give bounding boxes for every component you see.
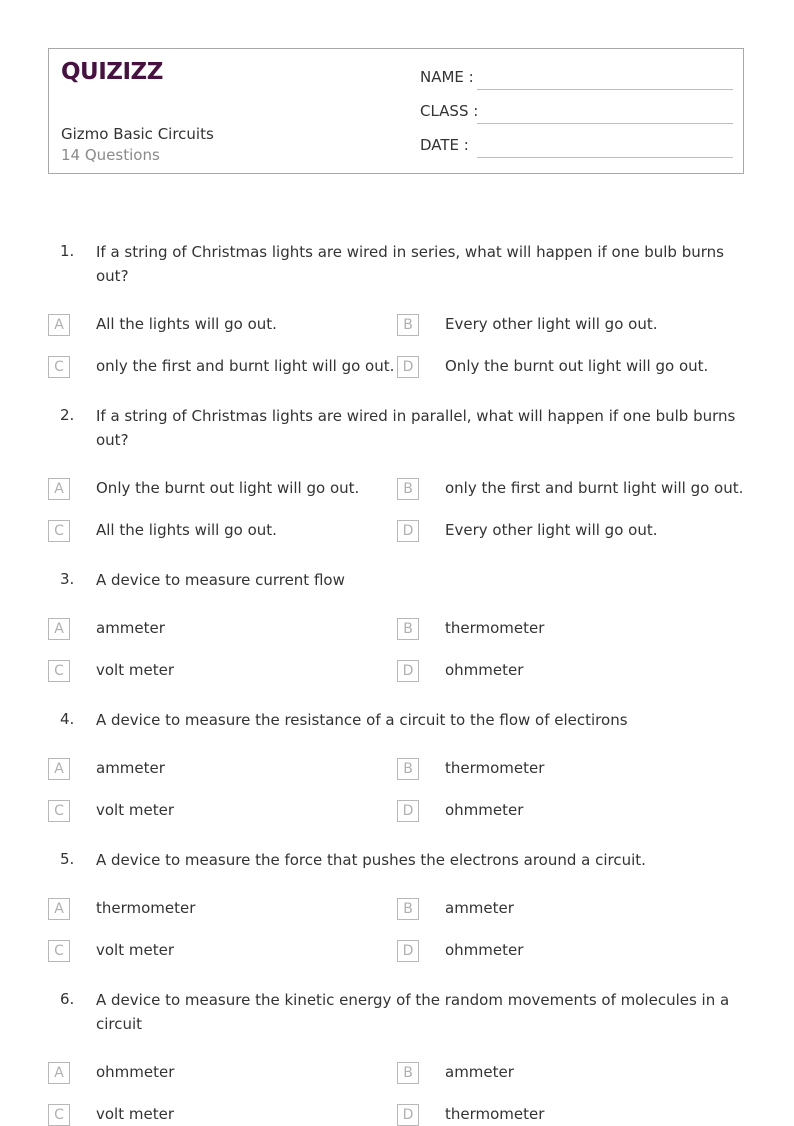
question-number: 3. xyxy=(60,570,75,588)
option-d-text: ohmmeter xyxy=(445,801,524,819)
option-a-text: All the lights will go out. xyxy=(96,315,277,333)
option-c-text: volt meter xyxy=(96,661,174,679)
option-a-text: ohmmeter xyxy=(96,1063,175,1081)
question-text: A device to measure the kinetic energy of the random movements of molecules in a circuit xyxy=(96,991,730,1033)
option-a-text: thermometer xyxy=(96,899,196,917)
name-label: NAME : xyxy=(420,68,474,86)
option-d-box[interactable]: D xyxy=(397,356,419,378)
worksheet-header xyxy=(48,48,744,174)
option-c-box[interactable]: C xyxy=(48,940,70,962)
question-count: 14 Questions xyxy=(61,146,160,164)
quizizz-logo: QUIZIZZ xyxy=(61,59,163,85)
class-line xyxy=(477,123,733,124)
option-d-box[interactable]: D xyxy=(397,660,419,682)
option-d-text: Every other light will go out. xyxy=(445,521,658,539)
option-b-text: Every other light will go out. xyxy=(445,315,658,333)
question-text: A device to measure the force that pushes the electrons around a circuit. xyxy=(96,851,646,869)
option-a-text: ammeter xyxy=(96,759,165,777)
option-d-box[interactable]: D xyxy=(397,520,419,542)
option-b-box[interactable]: B xyxy=(397,758,419,780)
question-number: 4. xyxy=(60,710,75,728)
option-a-box[interactable]: A xyxy=(48,898,70,920)
option-c-box[interactable]: C xyxy=(48,520,70,542)
option-b-box[interactable]: B xyxy=(397,478,419,500)
option-c-text: only the first and burnt light will go out. xyxy=(96,357,395,375)
question-number: 1. xyxy=(60,242,75,260)
option-b-box[interactable]: B xyxy=(397,618,419,640)
class-label: CLASS : xyxy=(420,102,479,120)
option-b-box[interactable]: B xyxy=(397,314,419,336)
option-c-box[interactable]: C xyxy=(48,800,70,822)
question-number: 5. xyxy=(60,850,75,868)
option-c-box[interactable]: C xyxy=(48,660,70,682)
option-c-box[interactable]: C xyxy=(48,1104,70,1126)
question-number: 2. xyxy=(60,406,75,424)
option-a-box[interactable]: A xyxy=(48,1062,70,1084)
option-a-box[interactable]: A xyxy=(48,758,70,780)
option-d-box[interactable]: D xyxy=(397,1104,419,1126)
question-text: A device to measure current flow xyxy=(96,571,345,589)
option-c-text: volt meter xyxy=(96,1105,174,1123)
option-a-text: ammeter xyxy=(96,619,165,637)
option-d-text: ohmmeter xyxy=(445,941,524,959)
option-b-text: only the first and burnt light will go out. xyxy=(445,479,744,497)
option-d-box[interactable]: D xyxy=(397,800,419,822)
question-text: A device to measure the resistance of a circuit to the flow of electirons xyxy=(96,711,628,729)
date-line xyxy=(477,157,733,158)
question-text: If a string of Christmas lights are wired in series, what will happen if one bulb burns out? xyxy=(96,243,724,285)
option-a-box[interactable]: A xyxy=(48,478,70,500)
option-b-text: ammeter xyxy=(445,1063,514,1081)
option-a-box[interactable]: A xyxy=(48,618,70,640)
question-number: 6. xyxy=(60,990,75,1008)
option-c-box[interactable]: C xyxy=(48,356,70,378)
option-a-text: Only the burnt out light will go out. xyxy=(96,479,360,497)
option-b-text: thermometer xyxy=(445,759,545,777)
date-label: DATE : xyxy=(420,136,469,154)
option-b-text: ammeter xyxy=(445,899,514,917)
worksheet-title: Gizmo Basic Circuits xyxy=(61,125,214,143)
option-a-box[interactable]: A xyxy=(48,314,70,336)
name-line xyxy=(477,89,733,90)
question-text: If a string of Christmas lights are wired in parallel, what will happen if one bulb burns out? xyxy=(96,407,736,449)
option-d-text: Only the burnt out light will go out. xyxy=(445,357,709,375)
option-b-box[interactable]: B xyxy=(397,898,419,920)
option-b-text: thermometer xyxy=(445,619,545,637)
option-d-box[interactable]: D xyxy=(397,940,419,962)
option-d-text: ohmmeter xyxy=(445,661,524,679)
option-c-text: All the lights will go out. xyxy=(96,521,277,539)
option-b-box[interactable]: B xyxy=(397,1062,419,1084)
option-c-text: volt meter xyxy=(96,801,174,819)
option-c-text: volt meter xyxy=(96,941,174,959)
option-d-text: thermometer xyxy=(445,1105,545,1123)
